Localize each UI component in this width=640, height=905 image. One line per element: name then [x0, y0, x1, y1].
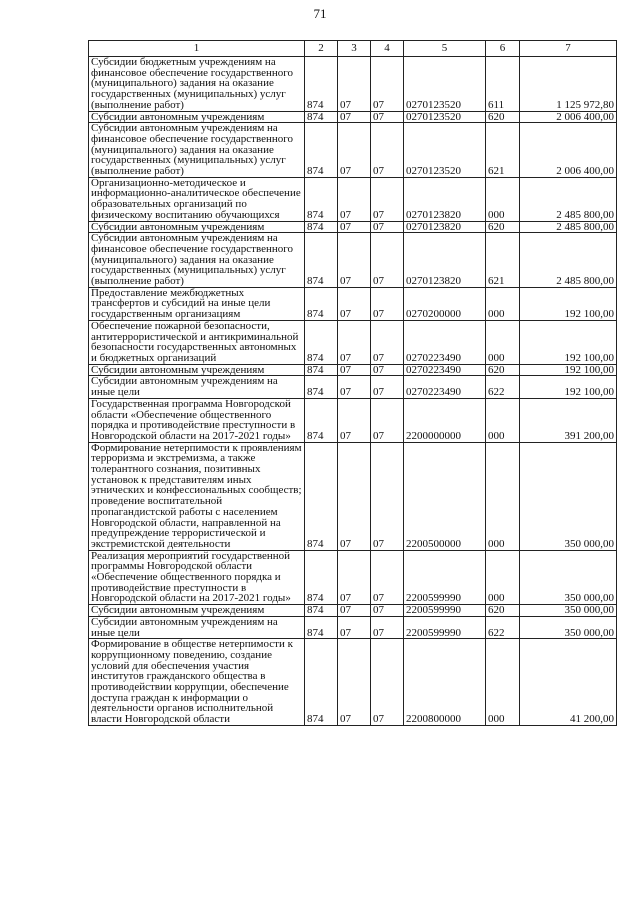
amount: 2 006 400,00: [520, 123, 617, 178]
subsection-code: 07: [371, 123, 404, 178]
section-code: 07: [338, 616, 371, 638]
ministry-code: 874: [305, 364, 338, 376]
column-header: 5: [404, 41, 486, 57]
section-code: 07: [338, 57, 371, 112]
expense-type-code: 611: [486, 57, 520, 112]
ministry-code: 874: [305, 57, 338, 112]
section-code: 07: [338, 177, 371, 221]
amount: 2 006 400,00: [520, 111, 617, 123]
ministry-code: 874: [305, 177, 338, 221]
section-code: 07: [338, 221, 371, 233]
row-description: Обеспечение пожарной безопасности, антитеррористической и антикриминальной безопасности государственных автономных и бюджетных организаций: [89, 320, 305, 364]
table-row: [89, 364, 617, 376]
expense-type-code: 000: [486, 398, 520, 442]
table-body: [89, 57, 617, 726]
row-description: Субсидии автономным учреждениям: [89, 605, 305, 617]
section-code: 07: [338, 111, 371, 123]
amount: 391 200,00: [520, 398, 617, 442]
amount: 350 000,00: [520, 442, 617, 550]
target-article-code: 2200800000: [404, 639, 486, 726]
column-header: 7: [520, 41, 617, 57]
target-article-code: 0270123820: [404, 177, 486, 221]
ministry-code: 874: [305, 398, 338, 442]
amount: 350 000,00: [520, 550, 617, 605]
row-description: Субсидии автономным учреждениям на иные цели: [89, 616, 305, 638]
subsection-code: 07: [371, 287, 404, 320]
section-code: 07: [338, 123, 371, 178]
target-article-code: 0270223490: [404, 364, 486, 376]
table-row: [89, 111, 617, 123]
amount: 192 100,00: [520, 287, 617, 320]
budget-table: [88, 40, 617, 726]
ministry-code: 874: [305, 639, 338, 726]
subsection-code: 07: [371, 376, 404, 398]
expense-type-code: 000: [486, 287, 520, 320]
column-header: 3: [338, 41, 371, 57]
subsection-code: 07: [371, 605, 404, 617]
subsection-code: 07: [371, 57, 404, 112]
row-description: Формирование нетерпимости к проявлениям терроризма и экстремизма, а также толерантного сознания, позитивных установок к представителям иных этнических и конфессиональных сообществ; проведение воспитательной пропагандистской работы с населением Новгородской области, направленной на предупреждение террористической и экстремистской деятельности: [89, 442, 305, 550]
ministry-code: 874: [305, 111, 338, 123]
expense-type-code: 622: [486, 616, 520, 638]
row-description: Реализация мероприятий государственной программы Новгородской области «Обеспечение общественного порядка и противодействие преступности в Новгородской области на 2017-2021 годы»: [89, 550, 305, 605]
amount: 41 200,00: [520, 639, 617, 726]
amount: 350 000,00: [520, 616, 617, 638]
subsection-code: 07: [371, 177, 404, 221]
expense-type-code: 620: [486, 221, 520, 233]
table-row: [89, 287, 617, 320]
expense-type-code: 000: [486, 442, 520, 550]
subsection-code: 07: [371, 616, 404, 638]
target-article-code: 0270123520: [404, 111, 486, 123]
row-description: Субсидии автономным учреждениям на финансовое обеспечение государственного (муниципального) задания на оказание государственных (муниципальных) услуг (выполнение работ): [89, 123, 305, 178]
subsection-code: 07: [371, 233, 404, 288]
ministry-code: 874: [305, 123, 338, 178]
expense-type-code: 622: [486, 376, 520, 398]
row-description: Субсидии бюджетным учреждениям на финансовое обеспечение государственного (муниципального) задания на оказание государственных (муниципальных) услуг (выполнение работ): [89, 57, 305, 112]
target-article-code: 2200599990: [404, 605, 486, 617]
ministry-code: 874: [305, 376, 338, 398]
table-row: [89, 233, 617, 288]
target-article-code: 0270123520: [404, 123, 486, 178]
table-row: [89, 605, 617, 617]
amount: 2 485 800,00: [520, 177, 617, 221]
target-article-code: 0270200000: [404, 287, 486, 320]
section-code: 07: [338, 398, 371, 442]
table-row: [89, 123, 617, 178]
amount: 2 485 800,00: [520, 221, 617, 233]
expense-type-code: 620: [486, 605, 520, 617]
column-header: 1: [89, 41, 305, 57]
subsection-code: 07: [371, 398, 404, 442]
ministry-code: 874: [305, 287, 338, 320]
column-header: 2: [305, 41, 338, 57]
section-code: 07: [338, 287, 371, 320]
target-article-code: 0270123820: [404, 233, 486, 288]
target-article-code: 0270223490: [404, 376, 486, 398]
expense-type-code: 620: [486, 111, 520, 123]
column-header: 4: [371, 41, 404, 57]
target-article-code: 0270123520: [404, 57, 486, 112]
target-article-code: 0270223490: [404, 320, 486, 364]
ministry-code: 874: [305, 616, 338, 638]
section-code: 07: [338, 376, 371, 398]
target-article-code: 0270123820: [404, 221, 486, 233]
row-description: Предоставление межбюджетных трансфертов и субсидий на иные цели государственным организациям: [89, 287, 305, 320]
table-row: [89, 320, 617, 364]
table-row: [89, 221, 617, 233]
row-description: Субсидии автономным учреждениям: [89, 111, 305, 123]
table-row: [89, 398, 617, 442]
row-description: Государственная программа Новгородской области «Обеспечение общественного порядка и противодействие преступности в Новгородской области на 2017-2021 годы»: [89, 398, 305, 442]
ministry-code: 874: [305, 221, 338, 233]
subsection-code: 07: [371, 550, 404, 605]
subsection-code: 07: [371, 364, 404, 376]
row-description: Организационно-методическое и информационно-аналитическое обеспечение образовательных организаций по физическому воспитанию обучающихся: [89, 177, 305, 221]
ministry-code: 874: [305, 605, 338, 617]
expense-type-code: 000: [486, 639, 520, 726]
expense-type-code: 000: [486, 550, 520, 605]
table-row: [89, 616, 617, 638]
expense-type-code: 000: [486, 177, 520, 221]
table-row: [89, 376, 617, 398]
section-code: 07: [338, 550, 371, 605]
section-code: 07: [338, 233, 371, 288]
row-description: Субсидии автономным учреждениям на финансовое обеспечение государственного (муниципального) задания на оказание государственных (муниципальных) услуг (выполнение работ): [89, 233, 305, 288]
table-row: [89, 177, 617, 221]
expense-type-code: 621: [486, 233, 520, 288]
section-code: 07: [338, 320, 371, 364]
expense-type-code: 620: [486, 364, 520, 376]
column-header: 6: [486, 41, 520, 57]
ministry-code: 874: [305, 442, 338, 550]
expense-type-code: 000: [486, 320, 520, 364]
target-article-code: 2200599990: [404, 550, 486, 605]
section-code: 07: [338, 442, 371, 550]
target-article-code: 2200599990: [404, 616, 486, 638]
ministry-code: 874: [305, 233, 338, 288]
section-code: 07: [338, 605, 371, 617]
subsection-code: 07: [371, 111, 404, 123]
amount: 2 485 800,00: [520, 233, 617, 288]
target-article-code: 2200500000: [404, 442, 486, 550]
row-description: Субсидии автономным учреждениям: [89, 364, 305, 376]
table-header-row: [89, 41, 617, 57]
target-article-code: 2200000000: [404, 398, 486, 442]
table-row: [89, 639, 617, 726]
section-code: 07: [338, 364, 371, 376]
table-row: [89, 550, 617, 605]
amount: 192 100,00: [520, 364, 617, 376]
subsection-code: 07: [371, 320, 404, 364]
table-row: [89, 442, 617, 550]
amount: 1 125 972,80: [520, 57, 617, 112]
subsection-code: 07: [371, 442, 404, 550]
amount: 350 000,00: [520, 605, 617, 617]
ministry-code: 874: [305, 550, 338, 605]
expense-type-code: 621: [486, 123, 520, 178]
row-description: Субсидии автономным учреждениям: [89, 221, 305, 233]
table-row: [89, 57, 617, 112]
section-code: 07: [338, 639, 371, 726]
subsection-code: 07: [371, 221, 404, 233]
row-description: Формирование в обществе нетерпимости к коррупционному поведению, создание условий для обеспечения участия институтов гражданского общества в противодействии коррупции, обеспечение доступа граждан к информации о деятельности органов исполнительной власти Новгородской области: [89, 639, 305, 726]
page-number: 71: [313, 6, 327, 21]
row-description: Субсидии автономным учреждениям на иные цели: [89, 376, 305, 398]
amount: 192 100,00: [520, 320, 617, 364]
amount: 192 100,00: [520, 376, 617, 398]
ministry-code: 874: [305, 320, 338, 364]
subsection-code: 07: [371, 639, 404, 726]
